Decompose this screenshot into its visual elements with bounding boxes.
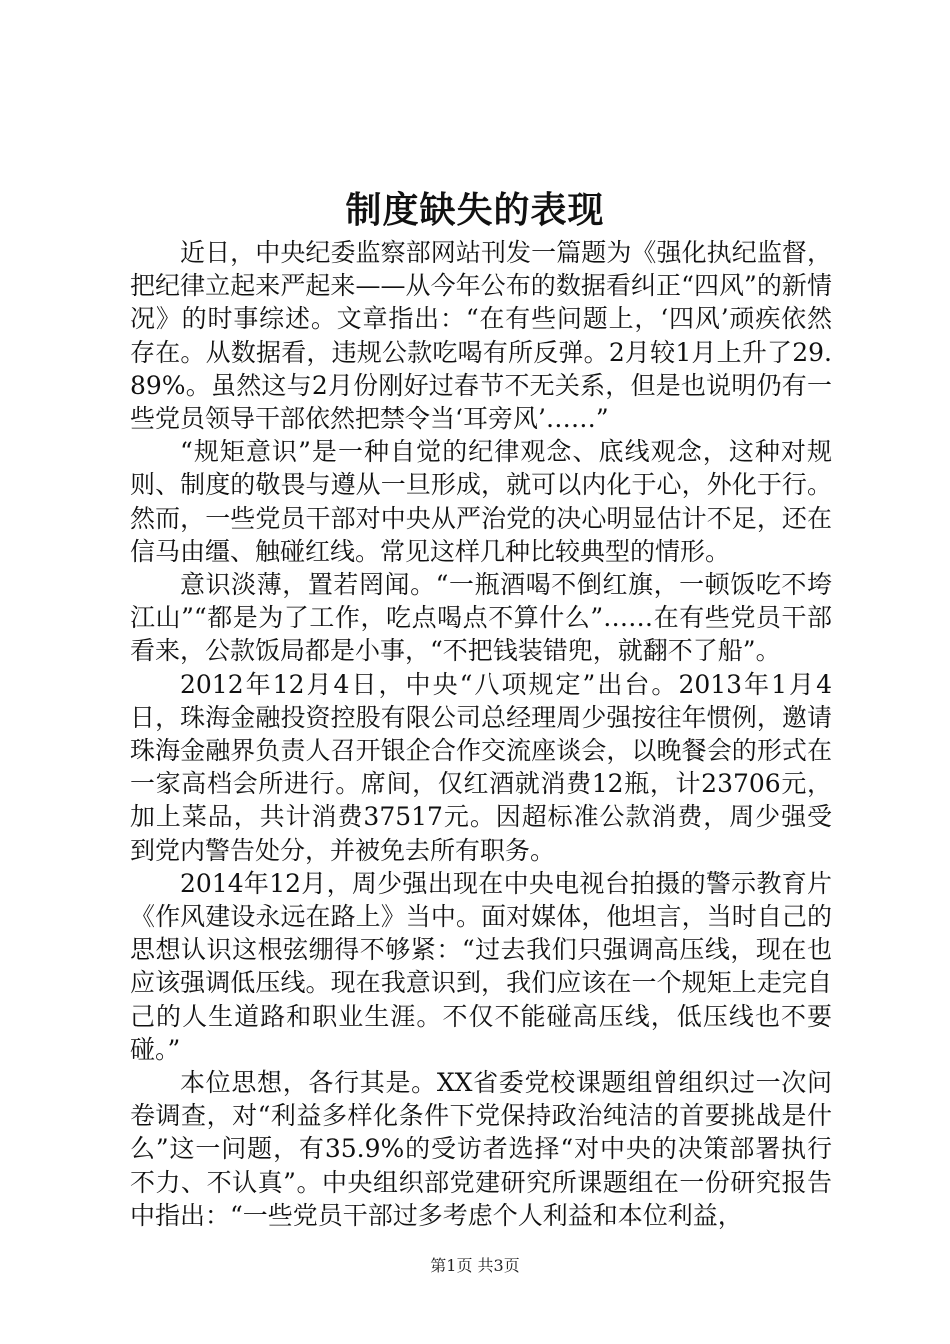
document-title: 制度缺失的表现 [345, 189, 605, 231]
paragraph: 2014年12月，周少强出现在中央电视台拍摄的警示教育片《作风建设永远在路上》当中。面对媒体，他坦言，当时自己的思想认识这根弦绷得不够紧：“过去我们只强调高压线，现在也应该强调低压线。现在我意识到，我们应该在一个规矩上走完自己的人生道路和职业生涯。不仅不能碰高压线，低压线也不要碰。” [130, 868, 832, 1064]
document-body [130, 236, 832, 1232]
paragraph: 2012年12月4日，中央“八项规定”出台。2013年1月4日，珠海金融投资控股有限公司总经理周少强按往年惯例，邀请珠海金融界负责人召开银企合作交流座谈会，以晚餐会的形式在一家高档会所进行。席间，仅红酒就消费12瓶，计23706元，加上菜品，共计消费37517元。因超标准公款消费，周少强受到党内警告处分，并被免去所有职务。 [130, 669, 832, 865]
paragraph: 意识淡薄，置若罔闻。“一瓶酒喝不倒红旗，一顿饭吃不垮江山”“都是为了工作，吃点喝点不算什么”……在有些党员干部看来，公款饭局都是小事，“不把钱装错兜，就翻不了船”。 [130, 570, 832, 666]
page-footer: 第1页 共3页 [430, 1256, 520, 1275]
paragraph: 近日，中央纪委监察部网站刊发一篇题为《强化执纪监督，把纪律立起来严起来——从今年公布的数据看纠正“四风”的新情况》的时事综述。文章指出：“在有些问题上，‘四风’顽疾依然存在。从数据看，违规公款吃喝有所反弹。2月较1月上升了29.89%。虽然这与2月份刚好过春节不无关系，但是也说明仍有一些党员领导干部依然把禁令当‘耳旁风’……” [130, 238, 832, 434]
paragraph: “规矩意识”是一种自觉的纪律观念、底线观念，这种对规则、制度的敬畏与遵从一旦形成，就可以内化于心，外化于行。然而，一些党员干部对中央从严治党的决心明显估计不足，还在信马由缰、触碰红线。常见这样几种比较典型的情形。 [130, 437, 832, 566]
paragraph: 本位思想，各行其是。XX省委党校课题组曾组织过一次问卷调查，对“利益多样化条件下党保持政治纯洁的首要挑战是什么”这一问题，有35.9%的受访者选择“对中央的决策部署执行不力、不认真”。中央组织部党建研究所课题组在一份研究报告中指出：“一些党员干部过多考虑个人利益和本位利益， [130, 1068, 832, 1230]
